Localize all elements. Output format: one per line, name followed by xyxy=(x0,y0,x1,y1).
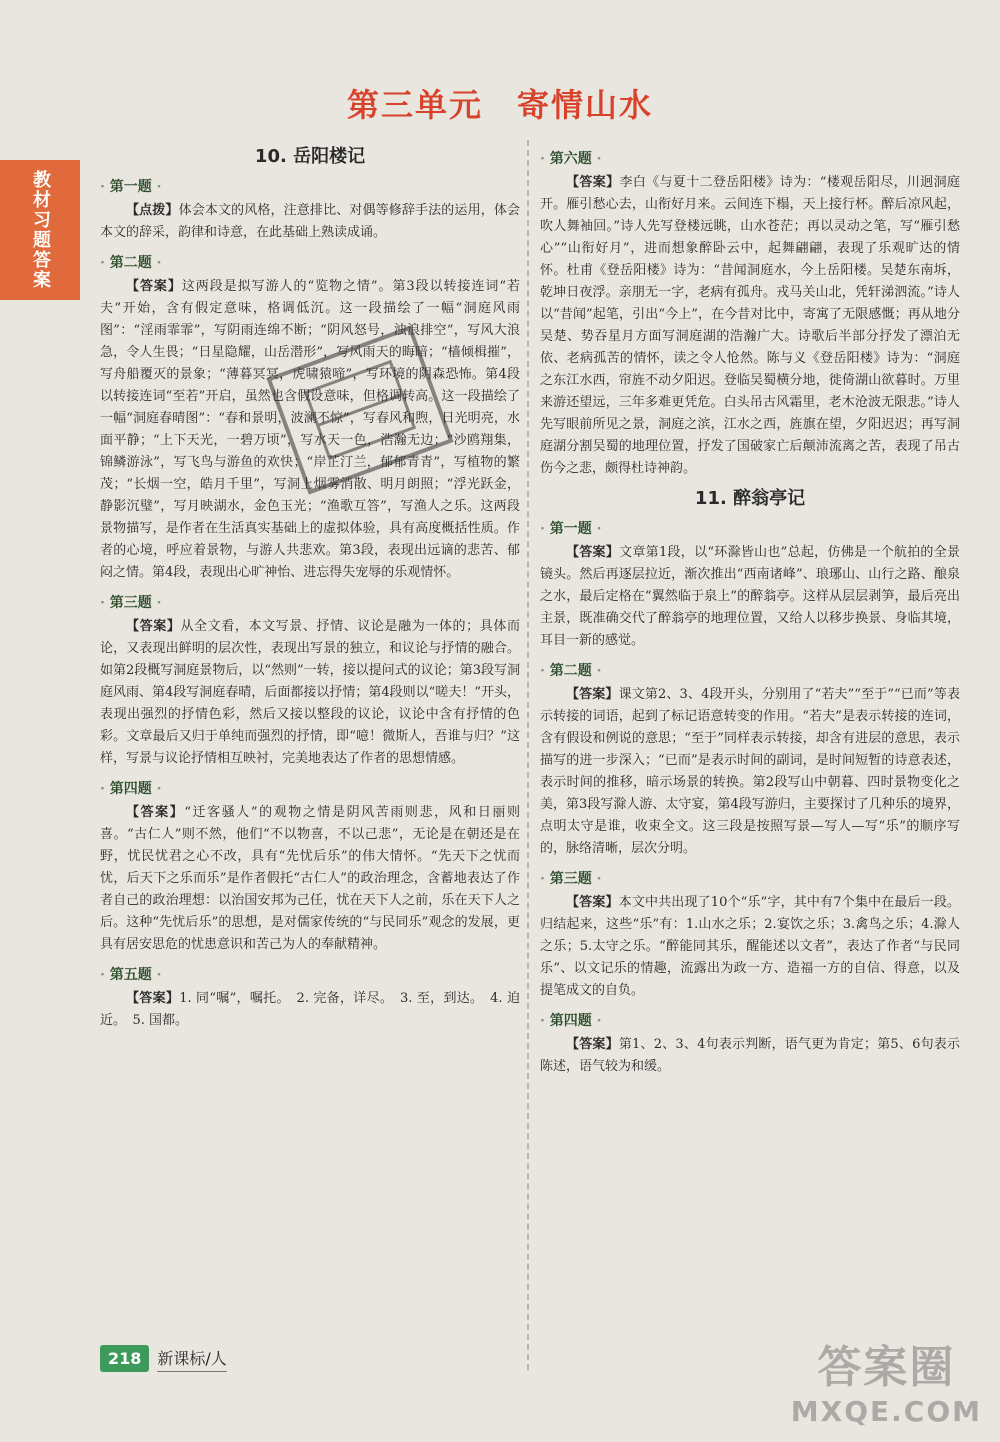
question-heading: · 第一题 · xyxy=(540,521,602,537)
question-heading: · 第一题 · xyxy=(100,179,162,195)
question-heading: · 第五题 · xyxy=(100,967,162,983)
unit-title: 第三单元 寄情山水 xyxy=(346,86,653,124)
page-number: 218 xyxy=(100,1345,149,1372)
question-block xyxy=(100,964,520,1032)
question-heading: · 第三题 · xyxy=(100,595,162,611)
answer-paragraph: 【答案】本文中共出现了10个“乐”字，其中有7个集中在最后一段。归结起来，这些“乐”有：1.山水之乐；2.宴饮之乐；3.禽鸟之乐；4.滁人之乐；5.太守之乐。“醉能同其乐，醒能述以文者”，表达了作者“与民同乐”、以文记乐的情趣，流露出为政一方、造福一方的自信、得意，以及提笔成文的自负。 xyxy=(540,895,960,998)
answer-paragraph: 【答案】从全文看，本文写景、抒情、议论是融为一体的；具体而论，又表现出鲜明的层次性，表现出写景的独立，和议论与抒情的融合。如第2段概写洞庭景物后，以“然则”一转，接以提问式的议论；第3段写洞庭风雨、第4段写洞庭春晴，后面都接以抒情；第4段则以“嗟夫！”开头，表现出强烈的抒情色彩，然后又接以整段的议论，议论中含有抒情的色彩。文章最后又归于单纯而强烈的抒情，即“噫！微斯人，吾谁与归？”这样，写景与议论抒情相互映衬，完美地表达了作者的思想情感。 xyxy=(100,619,520,766)
answer-paragraph: 【答案】课文第2、3、4段开头，分别用了“若夫”“至于”“已而”等表示转接的词语，起到了标记语意转变的作用。“若夫”是表示转接的连词，含有假设和例说的意思；“至于”同样表示转接，却含有进层的意思，表示描写的进一步深入；“已而”是表示时间的副词，是时间短暂的诗意表述，表示时间的推移，暗示场景的转换。第2段写山中朝暮、四时景物变化之美，第3段写滁人游、太守宴，第4段写游归，主要探讨了几种乐的境界，点明太守是谁，收束全文。这三段是按照写景—写人—写“乐”的顺序写的，脉络清晰，层次分明。 xyxy=(540,687,960,856)
answer-paragraph: 【答案】这两段是拟写游人的“览物之情”。第3段以转接连词“若夫”开始，含有假定意味，格调低沉。这一段描绘了一幅“洞庭风雨图”：“淫雨霏霏”，写阴雨连绵不断；“阴风怒号，浊浪排空”，写风大浪急，令人生畏；“日星隐耀，山岳潜形”，写风雨天的晦暗；“樯倾楫摧”，写舟船覆灭的景象；“薄暮冥冥，虎啸猿啼”，写环境的阴森恐怖。第4段以转接连词“至若”开启，虽然也含假设意味，但格调转高。这一段描绘了一幅“洞庭春晴图”：“春和景明，波澜不惊”，写春风和煦，日光明亮，水面平静；“上下天光，一碧万顷”，写水天一色，浩瀚无边；“沙鸥翔集，锦鳞游泳”，写飞鸟与游鱼的欢快；“岸芷汀兰，郁郁青青”，写植物的繁茂；“长烟一空，皓月千里”，写洞上烟雾消散、明月朗照；“浮光跃金，静影沉璧”，写月映湖水，金色玉光；“渔歌互答”，写渔人之乐。这两段景物描写，是作者在生活真实基础上的虚拟体验，具有高度概括性质。作者的心境，呼应着景物，与游人共悲欢。第3段，表现出远谪的悲苦、郁闷之情。第4段，表现出心旷神怡、进忘得失宠辱的乐观情怀。 xyxy=(100,279,520,580)
answer-paragraph: 【答案】1. 同“嘱”，嘱托。 2. 完备，详尽。 3. 至，到达。 4. 迫近。 5. 国都。 xyxy=(100,991,520,1028)
answer-paragraph: 【答案】李白《与夏十二登岳阳楼》诗为：“楼观岳阳尽，川迥洞庭开。雁引愁心去，山衔好月来。云间连下榻，天上接行杯。醉后凉风起，吹人舞袖回。”诗人先写登楼远眺，山水苍茫；再以灵动之笔，写“雁引愁心”“山衔好月”，进而想象醉卧云中，起舞翩翩，表现了乐观旷达的情怀。杜甫《登岳阳楼》诗为：“昔闻洞庭水，今上岳阳楼。吴楚东南坼，乾坤日夜浮。亲朋无一字，老病有孤舟。戎马关山北，凭轩涕泗流。”诗人以“昔闻”起笔，引出“今上”，在今昔对比中，寄寓了无限感慨；再从地分吴楚、势吞星月方面写洞庭湖的浩瀚广大。诗歌后半部分抒发了漂泊无依、老病孤苦的情怀，读之令人怆然。陈与义《登岳阳楼》诗为：“洞庭之东江水西，帘旌不动夕阳迟。登临吴蜀横分地，徙倚湖山欲暮时。万里来游还望远，三年多难更凭危。白头吊古风霜里，老木沧波无限悲。”诗人先写眼前所见之景，洞庭之滨，江水之西，旌旗在望，夕阳迟迟；再写洞庭湖分割吴蜀的地理位置，抒发了国破家亡后颠沛流离之苦，表现了吊古伤今之悲，颇得杜诗神韵。 xyxy=(540,175,960,476)
question-heading: · 第六题 · xyxy=(540,151,602,167)
question-block xyxy=(540,518,960,652)
question-block xyxy=(100,176,520,244)
left-column xyxy=(100,140,520,1036)
answer-paragraph: 【答案】文章第1段，以“环滁皆山也”总起，仿佛是一个航拍的全景镜头。然后再逐层拉近，渐次推出“西南诸峰”、琅琊山、山行之路、酿泉之水，最后定格在“翼然临于泉上”的醉翁亭。这样从层层剥笋，最后亮出主景，既准确交代了醉翁亭的地理位置，又给人以移步换景、身临其境，耳目一新的感觉。 xyxy=(540,545,960,648)
article-title-11: 11. 醉翁亭记 xyxy=(694,488,806,509)
answer-paragraph: 【答案】“迁客骚人”的观物之情是阴风苦雨则悲，风和日丽则喜。“古仁人”则不然，他们“不以物喜，不以己悲”，无论是在朝还是在野，忧民忧君之心不改，具有“先忧后乐”的伟大情怀。“先天下之忧而忧，后天下之乐而乐”是作者假托“古仁人”的政治理念，含蓄地表达了作者自己的政治理想：以治国安邦为己任，忧在天下人之前，乐在天下人之后。这种“先忧后乐”的思想，是对儒家传统的“与民同乐”观念的发展，更具有居安思危的忧患意识和苦己为人的奉献精神。 xyxy=(100,805,520,952)
page-footer xyxy=(100,1345,227,1372)
answer-paragraph: 【点拨】体会本文的风格，注意排比、对偶等修辞手法的运用，体会本文的辞采，韵律和诗意，在此基础上熟读成诵。 xyxy=(100,203,520,240)
question-heading: · 第二题 · xyxy=(100,255,162,271)
question-block xyxy=(540,868,960,1002)
question-block xyxy=(100,778,520,956)
question-heading: · 第三题 · xyxy=(540,871,602,887)
question-block xyxy=(540,148,960,480)
answer-paragraph: 【答案】第1、2、3、4句表示判断，语气更为肯定；第5、6句表示陈述，语气较为和缓。 xyxy=(540,1037,960,1074)
article-title-10: 10. 岳阳楼记 xyxy=(254,146,366,167)
question-heading: · 第四题 · xyxy=(540,1013,602,1029)
question-block xyxy=(100,592,520,770)
question-heading: · 第四题 · xyxy=(100,781,162,797)
question-block xyxy=(540,660,960,860)
right-column xyxy=(540,140,960,1082)
column-divider xyxy=(527,140,529,1370)
question-block xyxy=(540,1010,960,1078)
question-heading: · 第二题 · xyxy=(540,663,602,679)
edition-label: 新课标/人 xyxy=(157,1346,226,1372)
side-tab: 教材习题答案 xyxy=(0,160,80,300)
watermark-logo: 答案圈 MXQE.COM xyxy=(790,1342,982,1428)
